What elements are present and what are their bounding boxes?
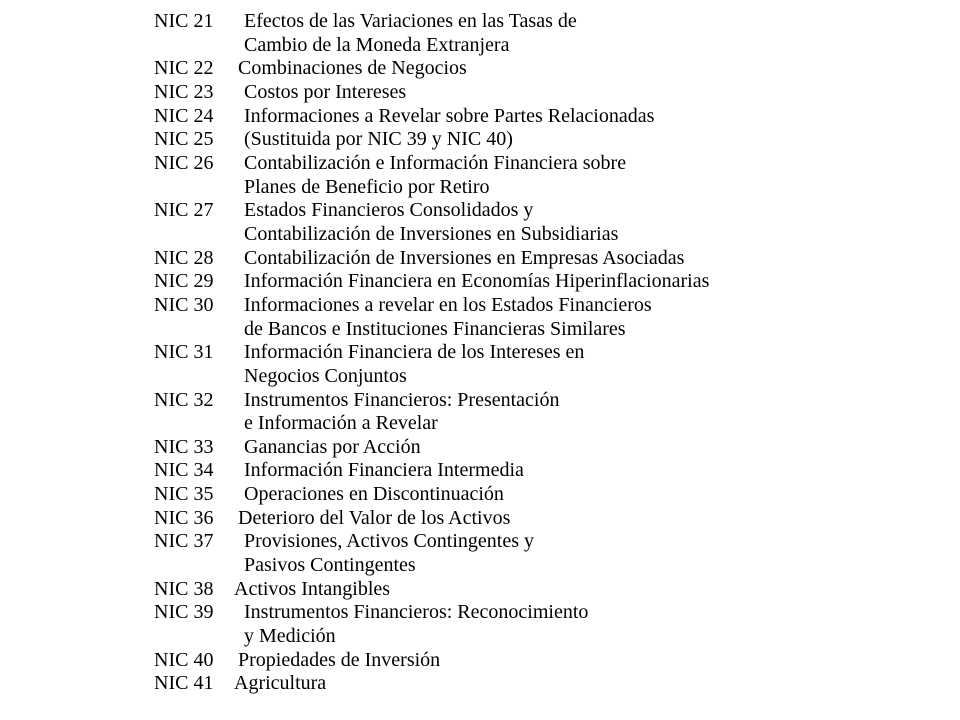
standard-code: NIC 33 (154, 435, 214, 458)
standard-title (244, 459, 844, 483)
list-item (154, 436, 844, 460)
standard-title (238, 649, 844, 673)
list-item (154, 530, 844, 577)
standard-code: NIC 25 (154, 128, 214, 151)
standard-code: NIC 26 (154, 151, 214, 174)
standard-title (244, 199, 844, 246)
list-item (154, 672, 844, 696)
standard-code: NIC 27 (154, 199, 214, 222)
title-line: Estados Financieros Consolidados y (244, 199, 534, 222)
title-line: Activos Intangibles (234, 577, 391, 600)
list-item (154, 341, 844, 388)
title-line: Informaciones a Revelar sobre Partes Relacionadas (244, 104, 655, 127)
standard-title (238, 507, 844, 531)
list-item (154, 152, 844, 199)
standard-code: NIC 38 (154, 577, 214, 600)
standard-code: NIC 31 (154, 341, 214, 364)
list-item (154, 128, 844, 152)
standard-title (244, 105, 844, 129)
standard-code: NIC 39 (154, 601, 214, 624)
title-line: Efectos de las Variaciones en las Tasas de (244, 10, 577, 32)
standard-title (244, 389, 844, 436)
title-line: Contabilización de Inversiones en Empresas Asociadas (244, 246, 685, 269)
standard-title (244, 530, 844, 577)
standard-title (244, 270, 844, 294)
standard-code: NIC 28 (154, 246, 214, 269)
title-line: Negocios Conjuntos (244, 364, 407, 387)
title-line: Planes de Beneficio por Retiro (244, 175, 490, 198)
standard-title (244, 294, 844, 341)
standard-title (244, 152, 844, 199)
list-item (154, 578, 844, 602)
standard-title (244, 81, 844, 105)
title-line: Información Financiera Intermedia (244, 459, 524, 482)
standard-code: NIC 32 (154, 388, 214, 411)
title-line: Deterioro del Valor de los Activos (238, 506, 511, 529)
title-line: Información Financiera de los Intereses en (244, 341, 585, 364)
list-item (154, 459, 844, 483)
standard-code: NIC 23 (154, 80, 214, 103)
title-line: Provisiones, Activos Contingentes y (244, 530, 534, 553)
standard-code: NIC 29 (154, 270, 214, 293)
title-line: Información Financiera en Economías Hiperinflacionarias (244, 270, 710, 293)
title-line: Ganancias por Acción (244, 435, 421, 458)
standard-code: NIC 40 (154, 648, 214, 671)
title-line: Contabilización e Información Financiera sobre (244, 151, 627, 174)
list-item (154, 389, 844, 436)
standard-code: NIC 36 (154, 506, 214, 529)
standard-title (244, 601, 844, 648)
list-item (154, 81, 844, 105)
title-line: Instrumentos Financieros: Presentación (244, 388, 560, 411)
title-line: e Información a Revelar (244, 412, 438, 435)
list-item (154, 247, 844, 271)
list-item (154, 199, 844, 246)
standard-code: NIC 22 (154, 57, 214, 80)
standard-title (234, 672, 844, 696)
title-line: y Medición (244, 625, 336, 648)
standard-code: NIC 21 (154, 10, 214, 32)
title-line: de Bancos e Instituciones Financieras Similares (244, 317, 626, 340)
standard-title (234, 578, 844, 602)
standard-title (244, 10, 844, 57)
title-line: Propiedades de Inversión (238, 648, 441, 671)
title-line: Contabilización de Inversiones en Subsidiarias (244, 222, 619, 245)
standard-title (244, 128, 844, 152)
standard-title (244, 483, 844, 507)
standard-code: NIC 24 (154, 104, 214, 127)
list-item (154, 57, 844, 81)
title-line: Operaciones en Discontinuación (244, 483, 504, 506)
standard-code: NIC 41 (154, 672, 214, 695)
list-item (154, 105, 844, 129)
standard-title (238, 57, 844, 81)
list-item (154, 294, 844, 341)
title-line: Agricultura (234, 672, 327, 695)
title-line: Informaciones a revelar en los Estados Financieros (244, 293, 652, 316)
list-item (154, 270, 844, 294)
standard-code: NIC 34 (154, 459, 214, 482)
standard-code: NIC 30 (154, 293, 214, 316)
standard-code: NIC 35 (154, 483, 214, 506)
title-line: Instrumentos Financieros: Reconocimiento (244, 601, 589, 624)
standards-list (154, 10, 844, 696)
standard-title (244, 247, 844, 271)
standard-title (244, 436, 844, 460)
standard-code: NIC 37 (154, 530, 214, 553)
list-item (154, 649, 844, 673)
title-line: Combinaciones de Negocios (238, 57, 467, 80)
title-line: Costos por Intereses (244, 80, 407, 103)
list-item (154, 507, 844, 531)
list-item (154, 483, 844, 507)
list-item (154, 10, 844, 57)
title-line: (Sustituida por NIC 39 y NIC 40) (244, 128, 513, 151)
title-line: Cambio de la Moneda Extranjera (244, 33, 510, 56)
title-line: Pasivos Contingentes (244, 554, 416, 577)
standard-title (244, 341, 844, 388)
list-item (154, 601, 844, 648)
